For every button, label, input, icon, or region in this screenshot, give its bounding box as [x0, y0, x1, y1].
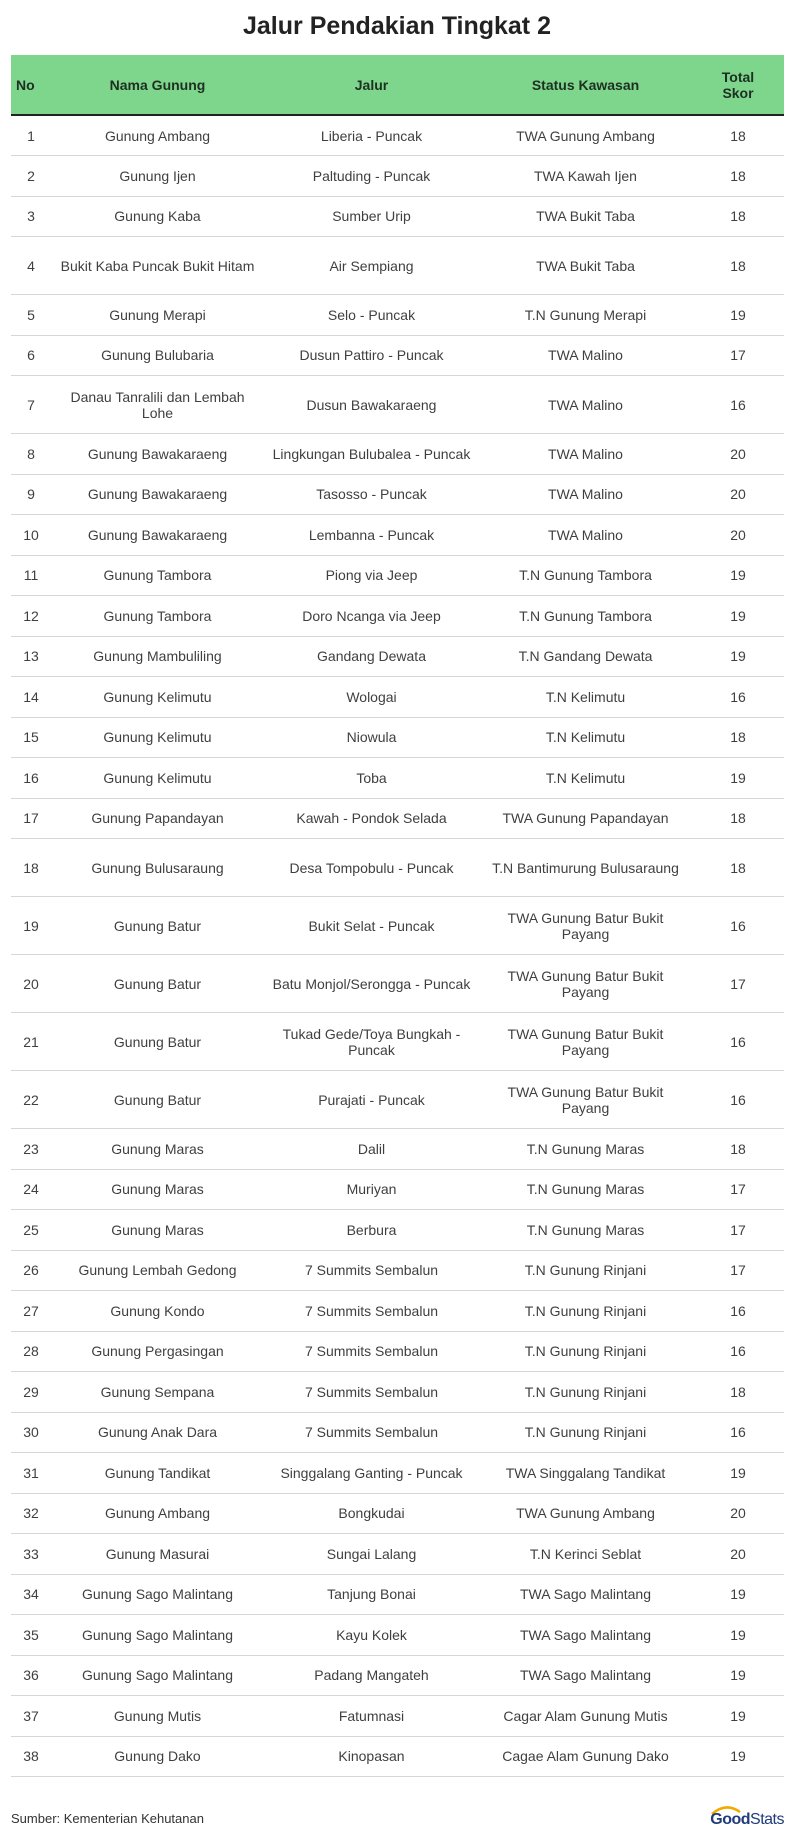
cell-jalur: Sumber Urip: [264, 196, 479, 237]
table-row: [11, 555, 784, 596]
cell-jalur: Paltuding - Puncak: [264, 156, 479, 197]
cell-jalur: Bukit Selat - Puncak: [264, 897, 479, 955]
data-table: [11, 55, 784, 1777]
cell-no: 19: [11, 897, 51, 955]
cell-no: 33: [11, 1534, 51, 1575]
cell-total-skor: 17: [692, 1250, 784, 1291]
cell-total-skor: 16: [692, 677, 784, 718]
cell-no: 15: [11, 717, 51, 758]
source-text: Sumber: Kementerian Kehutanan: [11, 1811, 204, 1826]
cell-total-skor: 16: [692, 1013, 784, 1071]
table-row: [11, 798, 784, 839]
cell-total-skor: 20: [692, 1493, 784, 1534]
cell-total-skor: 19: [692, 1655, 784, 1696]
cell-nama-gunung: Gunung Maras: [51, 1210, 264, 1251]
cell-nama-gunung: Gunung Sago Malintang: [51, 1655, 264, 1696]
cell-no: 38: [11, 1736, 51, 1777]
cell-nama-gunung: Gunung Kaba: [51, 196, 264, 237]
cell-nama-gunung: Gunung Sago Malintang: [51, 1615, 264, 1656]
table-row: [11, 636, 784, 677]
cell-status-kawasan: T.N Gunung Rinjani: [479, 1291, 692, 1332]
table-row: [11, 515, 784, 556]
table-row: [11, 434, 784, 475]
cell-nama-gunung: Gunung Kelimutu: [51, 758, 264, 799]
cell-nama-gunung: Gunung Pergasingan: [51, 1331, 264, 1372]
footer: [11, 1804, 784, 1834]
cell-total-skor: 20: [692, 1534, 784, 1575]
cell-status-kawasan: T.N Kelimutu: [479, 758, 692, 799]
table-header-row: [11, 55, 784, 115]
header-nama-gunung: Nama Gunung: [51, 55, 264, 115]
table-row: [11, 1129, 784, 1170]
cell-no: 13: [11, 636, 51, 677]
table-row: [11, 1250, 784, 1291]
cell-status-kawasan: TWA Sago Malintang: [479, 1615, 692, 1656]
table-row: [11, 335, 784, 376]
logo-good-text: Good: [710, 1811, 751, 1828]
cell-total-skor: 16: [692, 1071, 784, 1129]
cell-nama-gunung: Gunung Kondo: [51, 1291, 264, 1332]
cell-status-kawasan: TWA Gunung Ambang: [479, 115, 692, 156]
cell-status-kawasan: T.N Gunung Rinjani: [479, 1250, 692, 1291]
cell-status-kawasan: T.N Kelimutu: [479, 677, 692, 718]
cell-total-skor: 19: [692, 596, 784, 637]
table-row: [11, 1372, 784, 1413]
cell-total-skor: 20: [692, 434, 784, 475]
table-row: [11, 1071, 784, 1129]
cell-total-skor: 18: [692, 196, 784, 237]
cell-nama-gunung: Gunung Kelimutu: [51, 677, 264, 718]
goodstats-logo: [704, 1804, 784, 1834]
cell-no: 21: [11, 1013, 51, 1071]
cell-jalur: Bongkudai: [264, 1493, 479, 1534]
table-row: [11, 237, 784, 295]
cell-jalur: 7 Summits Sembalun: [264, 1412, 479, 1453]
cell-total-skor: 16: [692, 897, 784, 955]
cell-nama-gunung: Gunung Bulubaria: [51, 335, 264, 376]
cell-nama-gunung: Gunung Bawakaraeng: [51, 515, 264, 556]
table-row: [11, 376, 784, 434]
cell-total-skor: 18: [692, 1129, 784, 1170]
cell-jalur: Selo - Puncak: [264, 295, 479, 336]
cell-status-kawasan: TWA Malino: [479, 474, 692, 515]
cell-status-kawasan: T.N Kelimutu: [479, 717, 692, 758]
cell-status-kawasan: TWA Malino: [479, 434, 692, 475]
cell-nama-gunung: Gunung Batur: [51, 955, 264, 1013]
cell-jalur: Tukad Gede/Toya Bungkah - Puncak: [264, 1013, 479, 1071]
table-row: [11, 839, 784, 897]
cell-status-kawasan: Cagar Alam Gunung Mutis: [479, 1696, 692, 1737]
cell-no: 16: [11, 758, 51, 799]
cell-no: 14: [11, 677, 51, 718]
cell-nama-gunung: Gunung Sempana: [51, 1372, 264, 1413]
cell-jalur: Wologai: [264, 677, 479, 718]
cell-nama-gunung: Gunung Ambang: [51, 115, 264, 156]
cell-status-kawasan: TWA Sago Malintang: [479, 1574, 692, 1615]
cell-status-kawasan: TWA Malino: [479, 335, 692, 376]
cell-status-kawasan: T.N Gandang Dewata: [479, 636, 692, 677]
cell-total-skor: 18: [692, 717, 784, 758]
cell-nama-gunung: Gunung Ijen: [51, 156, 264, 197]
cell-total-skor: 17: [692, 955, 784, 1013]
cell-jalur: Liberia - Puncak: [264, 115, 479, 156]
cell-no: 23: [11, 1129, 51, 1170]
cell-status-kawasan: T.N Gunung Maras: [479, 1129, 692, 1170]
cell-jalur: Kawah - Pondok Selada: [264, 798, 479, 839]
cell-total-skor: 17: [692, 335, 784, 376]
table-row: [11, 596, 784, 637]
cell-jalur: Niowula: [264, 717, 479, 758]
cell-no: 8: [11, 434, 51, 475]
cell-nama-gunung: Gunung Anak Dara: [51, 1412, 264, 1453]
cell-jalur: Tasosso - Puncak: [264, 474, 479, 515]
cell-status-kawasan: T.N Gunung Tambora: [479, 555, 692, 596]
table-row: [11, 1655, 784, 1696]
cell-jalur: Fatumnasi: [264, 1696, 479, 1737]
cell-jalur: Dalil: [264, 1129, 479, 1170]
cell-nama-gunung: Gunung Sago Malintang: [51, 1574, 264, 1615]
cell-nama-gunung: Gunung Bulusaraung: [51, 839, 264, 897]
cell-no: 36: [11, 1655, 51, 1696]
cell-no: 30: [11, 1412, 51, 1453]
cell-no: 31: [11, 1453, 51, 1494]
cell-jalur: Air Sempiang: [264, 237, 479, 295]
table-row: [11, 1412, 784, 1453]
cell-jalur: Gandang Dewata: [264, 636, 479, 677]
cell-total-skor: 19: [692, 1574, 784, 1615]
cell-status-kawasan: T.N Bantimurung Bulusaraung: [479, 839, 692, 897]
table-row: [11, 115, 784, 156]
cell-status-kawasan: TWA Bukit Taba: [479, 196, 692, 237]
logo-stats-text: Stats: [750, 1811, 784, 1828]
table-row: [11, 1331, 784, 1372]
cell-nama-gunung: Gunung Tambora: [51, 596, 264, 637]
cell-status-kawasan: TWA Gunung Batur Bukit Payang: [479, 1071, 692, 1129]
cell-status-kawasan: T.N Gunung Tambora: [479, 596, 692, 637]
cell-status-kawasan: TWA Gunung Papandayan: [479, 798, 692, 839]
cell-total-skor: 16: [692, 1412, 784, 1453]
cell-jalur: Singgalang Ganting - Puncak: [264, 1453, 479, 1494]
cell-total-skor: 17: [692, 1169, 784, 1210]
cell-nama-gunung: Gunung Mutis: [51, 1696, 264, 1737]
cell-total-skor: 20: [692, 515, 784, 556]
cell-nama-gunung: Gunung Masurai: [51, 1534, 264, 1575]
cell-nama-gunung: Gunung Lembah Gedong: [51, 1250, 264, 1291]
table-body: [11, 115, 784, 1777]
cell-no: 5: [11, 295, 51, 336]
cell-status-kawasan: T.N Gunung Maras: [479, 1210, 692, 1251]
cell-nama-gunung: Gunung Papandayan: [51, 798, 264, 839]
cell-status-kawasan: TWA Singgalang Tandikat: [479, 1453, 692, 1494]
cell-status-kawasan: TWA Gunung Ambang: [479, 1493, 692, 1534]
cell-status-kawasan: T.N Gunung Maras: [479, 1169, 692, 1210]
table-row: [11, 1291, 784, 1332]
cell-total-skor: 19: [692, 636, 784, 677]
cell-total-skor: 19: [692, 1615, 784, 1656]
cell-total-skor: 19: [692, 1453, 784, 1494]
cell-nama-gunung: Gunung Batur: [51, 1013, 264, 1071]
cell-total-skor: 19: [692, 1736, 784, 1777]
cell-status-kawasan: TWA Gunung Batur Bukit Payang: [479, 955, 692, 1013]
header-total-skor: Total Skor: [692, 55, 784, 115]
cell-nama-gunung: Gunung Maras: [51, 1129, 264, 1170]
cell-jalur: 7 Summits Sembalun: [264, 1331, 479, 1372]
cell-jalur: 7 Summits Sembalun: [264, 1291, 479, 1332]
cell-jalur: Kinopasan: [264, 1736, 479, 1777]
cell-no: 22: [11, 1071, 51, 1129]
cell-nama-gunung: Gunung Batur: [51, 1071, 264, 1129]
cell-jalur: Purajati - Puncak: [264, 1071, 479, 1129]
cell-status-kawasan: TWA Bukit Taba: [479, 237, 692, 295]
cell-status-kawasan: Cagae Alam Gunung Dako: [479, 1736, 692, 1777]
cell-status-kawasan: T.N Kerinci Seblat: [479, 1534, 692, 1575]
cell-jalur: Piong via Jeep: [264, 555, 479, 596]
cell-total-skor: 18: [692, 798, 784, 839]
cell-jalur: Batu Monjol/Serongga - Puncak: [264, 955, 479, 1013]
cell-jalur: Dusun Pattiro - Puncak: [264, 335, 479, 376]
table-row: [11, 1696, 784, 1737]
cell-total-skor: 19: [692, 758, 784, 799]
cell-no: 2: [11, 156, 51, 197]
cell-status-kawasan: TWA Malino: [479, 515, 692, 556]
table-row: [11, 474, 784, 515]
cell-total-skor: 19: [692, 295, 784, 336]
cell-nama-gunung: Gunung Kelimutu: [51, 717, 264, 758]
table-row: [11, 1534, 784, 1575]
cell-no: 32: [11, 1493, 51, 1534]
table-row: [11, 1574, 784, 1615]
table-row: [11, 196, 784, 237]
cell-jalur: Padang Mangateh: [264, 1655, 479, 1696]
cell-no: 10: [11, 515, 51, 556]
cell-total-skor: 17: [692, 1210, 784, 1251]
table-row: [11, 955, 784, 1013]
cell-jalur: 7 Summits Sembalun: [264, 1250, 479, 1291]
cell-jalur: Tanjung Bonai: [264, 1574, 479, 1615]
cell-total-skor: 16: [692, 376, 784, 434]
cell-no: 27: [11, 1291, 51, 1332]
cell-no: 25: [11, 1210, 51, 1251]
cell-total-skor: 16: [692, 1331, 784, 1372]
cell-nama-gunung: Gunung Bawakaraeng: [51, 474, 264, 515]
cell-status-kawasan: TWA Kawah Ijen: [479, 156, 692, 197]
header-jalur: Jalur: [264, 55, 479, 115]
cell-no: 4: [11, 237, 51, 295]
cell-no: 9: [11, 474, 51, 515]
cell-no: 35: [11, 1615, 51, 1656]
cell-no: 17: [11, 798, 51, 839]
cell-jalur: Toba: [264, 758, 479, 799]
cell-status-kawasan: TWA Malino: [479, 376, 692, 434]
cell-status-kawasan: TWA Gunung Batur Bukit Payang: [479, 1013, 692, 1071]
cell-no: 29: [11, 1372, 51, 1413]
cell-no: 18: [11, 839, 51, 897]
cell-nama-gunung: Bukit Kaba Puncak Bukit Hitam: [51, 237, 264, 295]
cell-no: 3: [11, 196, 51, 237]
cell-nama-gunung: Gunung Tambora: [51, 555, 264, 596]
header-status-kawasan: Status Kawasan: [479, 55, 692, 115]
table-row: [11, 1493, 784, 1534]
cell-total-skor: 20: [692, 474, 784, 515]
cell-nama-gunung: Gunung Maras: [51, 1169, 264, 1210]
cell-jalur: Muriyan: [264, 1169, 479, 1210]
table-row: [11, 295, 784, 336]
header-no: No: [11, 55, 51, 115]
table-row: [11, 1736, 784, 1777]
cell-total-skor: 18: [692, 156, 784, 197]
cell-no: 37: [11, 1696, 51, 1737]
table-row: [11, 1013, 784, 1071]
page-title: Jalur Pendakian Tingkat 2: [243, 12, 551, 40]
table-row: [11, 1615, 784, 1656]
cell-total-skor: 19: [692, 1696, 784, 1737]
cell-jalur: Kayu Kolek: [264, 1615, 479, 1656]
table-row: [11, 897, 784, 955]
cell-jalur: Desa Tompobulu - Puncak: [264, 839, 479, 897]
cell-no: 1: [11, 115, 51, 156]
cell-no: 11: [11, 555, 51, 596]
cell-nama-gunung: Gunung Batur: [51, 897, 264, 955]
cell-jalur: Lingkungan Bulubalea - Puncak: [264, 434, 479, 475]
table-row: [11, 1169, 784, 1210]
cell-nama-gunung: Gunung Ambang: [51, 1493, 264, 1534]
cell-jalur: Sungai Lalang: [264, 1534, 479, 1575]
cell-status-kawasan: T.N Gunung Rinjani: [479, 1412, 692, 1453]
cell-no: 6: [11, 335, 51, 376]
cell-jalur: Dusun Bawakaraeng: [264, 376, 479, 434]
cell-total-skor: 18: [692, 237, 784, 295]
cell-no: 24: [11, 1169, 51, 1210]
cell-status-kawasan: T.N Gunung Rinjani: [479, 1331, 692, 1372]
cell-status-kawasan: TWA Sago Malintang: [479, 1655, 692, 1696]
cell-no: 7: [11, 376, 51, 434]
data-table-container: [11, 55, 784, 1777]
cell-nama-gunung: Gunung Tandikat: [51, 1453, 264, 1494]
cell-nama-gunung: Gunung Bawakaraeng: [51, 434, 264, 475]
table-row: [11, 758, 784, 799]
cell-no: 28: [11, 1331, 51, 1372]
cell-no: 12: [11, 596, 51, 637]
table-row: [11, 1210, 784, 1251]
table-row: [11, 1453, 784, 1494]
cell-jalur: Lembanna - Puncak: [264, 515, 479, 556]
cell-jalur: Doro Ncanga via Jeep: [264, 596, 479, 637]
cell-no: 26: [11, 1250, 51, 1291]
cell-jalur: Berbura: [264, 1210, 479, 1251]
cell-status-kawasan: T.N Gunung Rinjani: [479, 1372, 692, 1413]
table-row: [11, 717, 784, 758]
cell-total-skor: 18: [692, 1372, 784, 1413]
cell-nama-gunung: Gunung Mambuliling: [51, 636, 264, 677]
cell-status-kawasan: TWA Gunung Batur Bukit Payang: [479, 897, 692, 955]
cell-status-kawasan: T.N Gunung Merapi: [479, 295, 692, 336]
cell-total-skor: 19: [692, 555, 784, 596]
cell-nama-gunung: Gunung Dako: [51, 1736, 264, 1777]
cell-nama-gunung: Danau Tanralili dan Lembah Lohe: [51, 376, 264, 434]
cell-total-skor: 18: [692, 115, 784, 156]
cell-jalur: 7 Summits Sembalun: [264, 1372, 479, 1413]
cell-no: 20: [11, 955, 51, 1013]
cell-no: 34: [11, 1574, 51, 1615]
cell-nama-gunung: Gunung Merapi: [51, 295, 264, 336]
cell-total-skor: 18: [692, 839, 784, 897]
cell-total-skor: 16: [692, 1291, 784, 1332]
table-row: [11, 156, 784, 197]
table-row: [11, 677, 784, 718]
